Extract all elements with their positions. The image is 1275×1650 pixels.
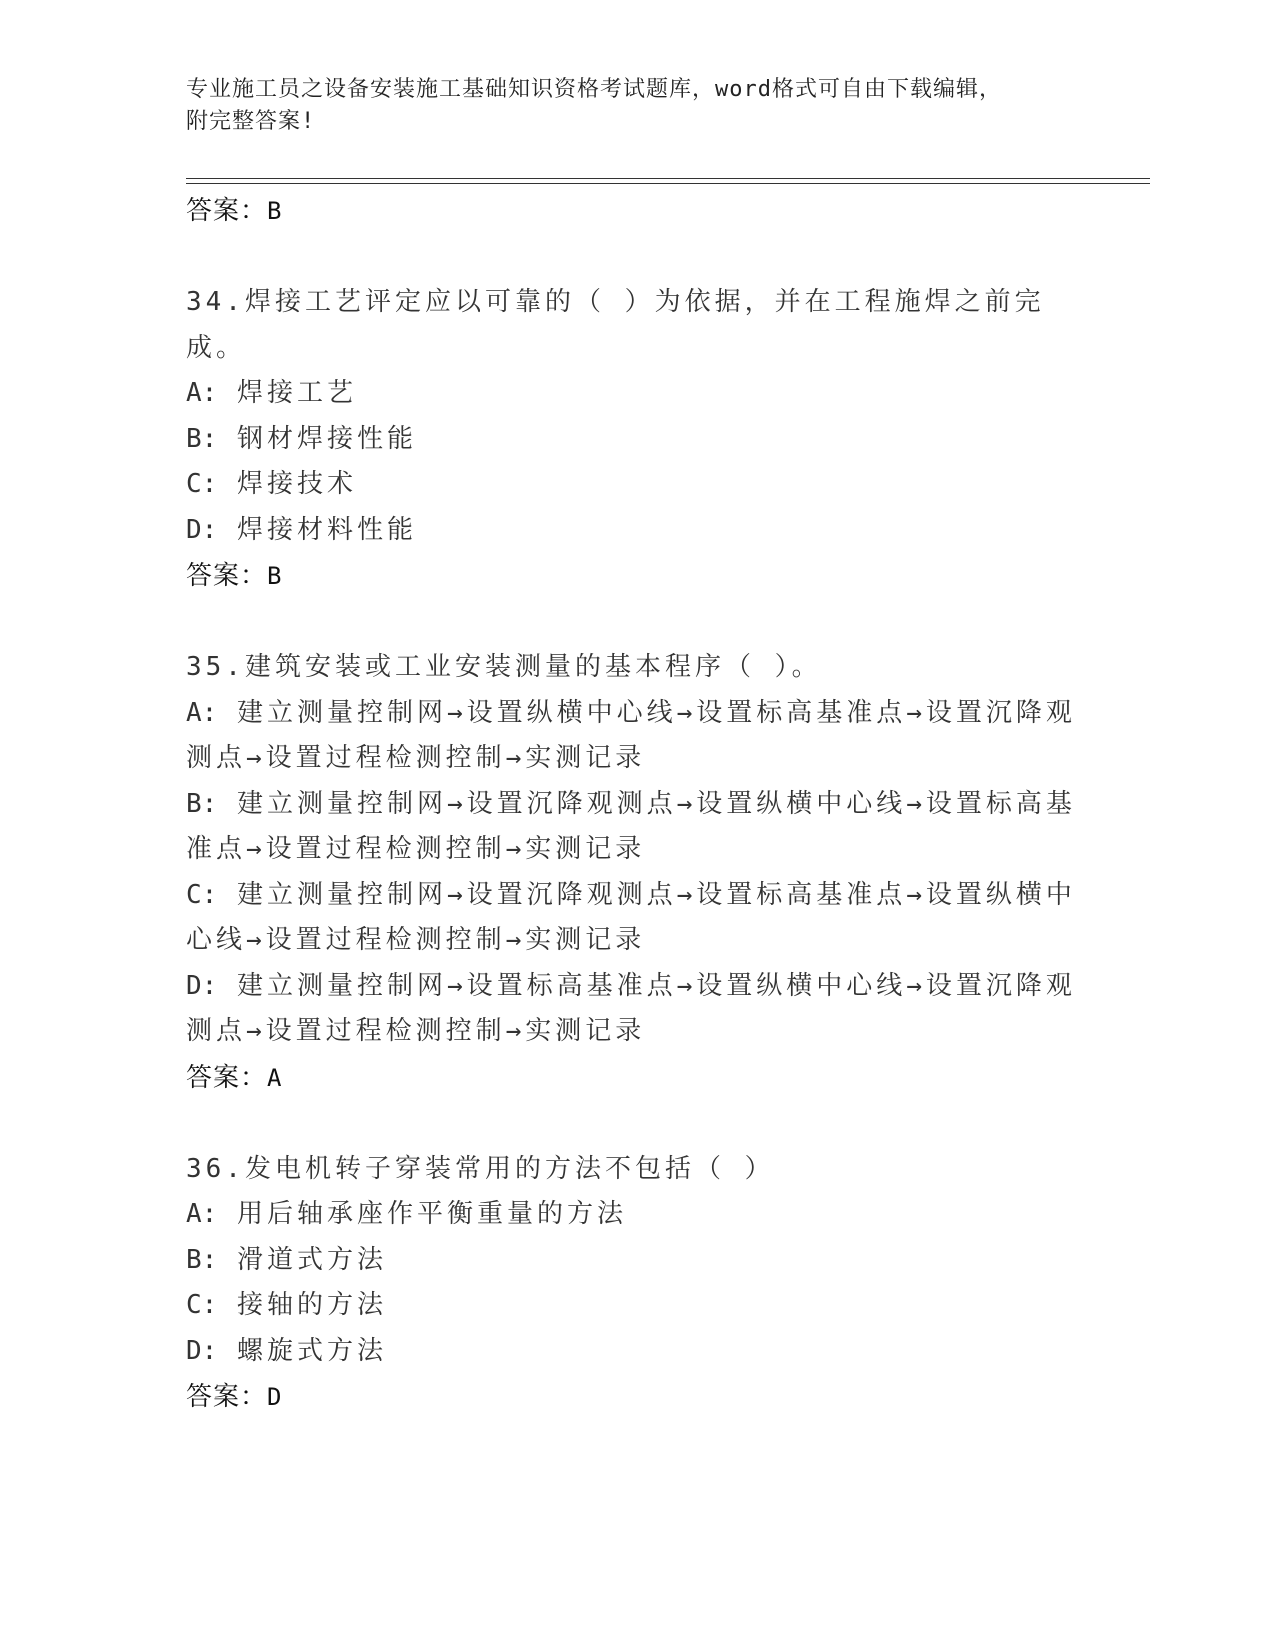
question-title: 34.焊接工艺评定应以可靠的（ ）为依据，并在工程施焊之前完成。 (186, 287, 1045, 363)
option-c (186, 873, 1086, 964)
option-letter: B: (186, 423, 218, 454)
question-title: 36.发电机转子穿装常用的方法不包括（ ） (186, 1153, 775, 1184)
header-divider-bottom (186, 183, 1150, 184)
option-d (186, 1329, 1086, 1375)
option-letter: B: (186, 788, 218, 819)
answer-label: 答案： (186, 196, 268, 226)
option-letter: D: (186, 970, 218, 1001)
option-letter: C: (186, 469, 218, 499)
option-letter: C: (186, 1290, 218, 1320)
question-answer (186, 553, 1086, 599)
answer-value: B (267, 562, 283, 590)
option-letter: A: (186, 378, 218, 408)
option-a (186, 691, 1086, 782)
answer-value: A (267, 1063, 283, 1092)
header-line-2: 附完整答案! (186, 109, 316, 134)
option-text: 建立测量控制网→设置沉降观测点→设置标高基准点→设置纵横中心线→设置过程检测控制→实测记录 (186, 879, 1076, 955)
option-text: 滑道式方法 (236, 1244, 387, 1275)
option-c (186, 1283, 1086, 1329)
option-c (186, 462, 1086, 508)
option-a (186, 371, 1086, 417)
question-list (186, 188, 1086, 1420)
option-text: 钢材焊接性能 (236, 423, 417, 454)
document-header (186, 74, 1066, 138)
option-text: 焊接技术 (236, 469, 357, 499)
option-text: 建立测量控制网→设置沉降观测点→设置纵横中心线→设置标高基准点→设置过程检测控制→实测记录 (186, 788, 1076, 864)
option-text: 建立测量控制网→设置标高基准点→设置纵横中心线→设置沉降观测点→设置过程检测控制→实测记录 (186, 970, 1076, 1046)
header-line-1: 专业施工员之设备安装施工基础知识资格考试题库，word格式可自由下载编辑， (186, 77, 1002, 102)
header-divider-top (186, 178, 1150, 179)
option-text: 接轴的方法 (236, 1290, 387, 1320)
option-b (186, 417, 1086, 463)
question-35 (186, 645, 1086, 1101)
question-answer (186, 1055, 1086, 1101)
answer-value: B (267, 197, 283, 225)
option-text: 焊接材料性能 (236, 514, 417, 545)
answer-value: D (267, 1383, 283, 1411)
question-36 (186, 1147, 1086, 1421)
option-text: 用后轴承座作平衡重量的方法 (236, 1199, 627, 1229)
option-text: 焊接工艺 (236, 378, 357, 408)
option-text: 建立测量控制网→设置纵横中心线→设置标高基准点→设置沉降观测点→设置过程检测控制→实测记录 (186, 697, 1076, 773)
option-b (186, 782, 1086, 873)
option-d (186, 964, 1086, 1055)
answer-label: 答案： (186, 1062, 268, 1093)
question-34 (186, 280, 1086, 599)
answer-label: 答案： (186, 1382, 268, 1412)
option-letter: C: (186, 879, 218, 910)
option-letter: A: (186, 697, 218, 728)
question-answer (186, 1374, 1086, 1420)
option-text: 螺旋式方法 (236, 1335, 387, 1366)
option-a (186, 1192, 1086, 1238)
previous-answer (186, 188, 1086, 234)
option-letter: D: (186, 1335, 218, 1366)
option-letter: A: (186, 1199, 218, 1229)
option-letter: D: (186, 514, 218, 545)
option-d (186, 508, 1086, 554)
question-title: 35.建筑安装或工业安装测量的基本程序（ ）。 (186, 652, 822, 682)
option-letter: B: (186, 1244, 218, 1275)
option-b (186, 1238, 1086, 1284)
answer-label: 答案： (186, 561, 268, 591)
